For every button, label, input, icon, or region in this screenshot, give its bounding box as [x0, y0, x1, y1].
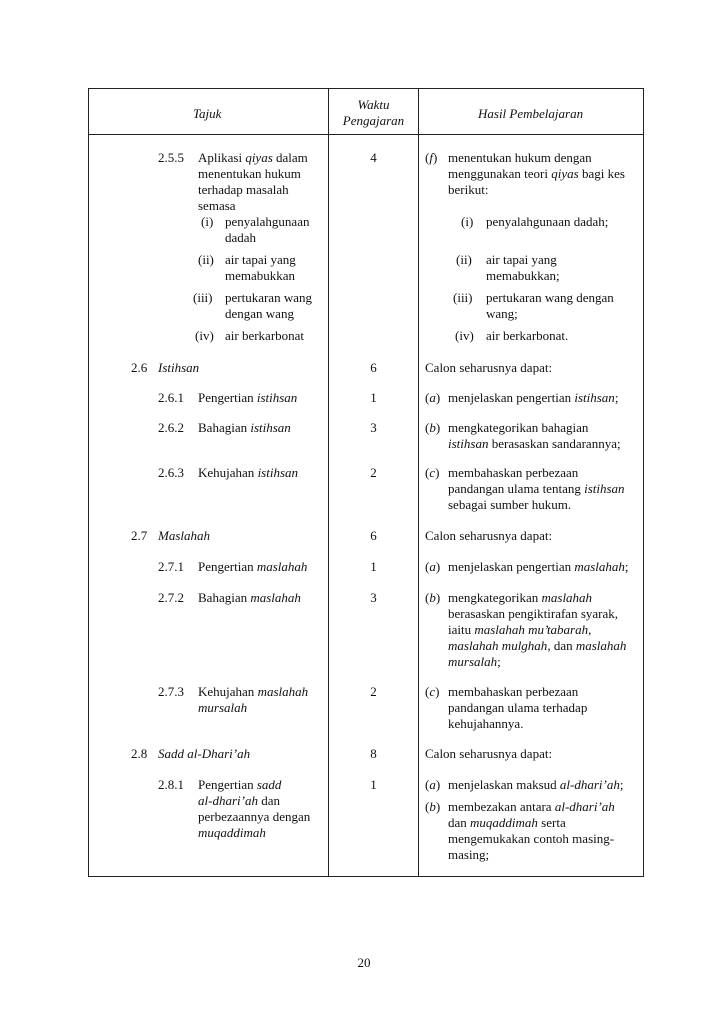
topic-number: 2.6.3: [158, 465, 184, 480]
section-number: 2.8: [131, 746, 148, 761]
outcome-intro: Calon seharusnya dapat:: [425, 360, 553, 375]
outcome-text: istihsan berasaskan sandarannya;: [448, 436, 621, 451]
topic-number: 2.7.3: [158, 684, 184, 699]
header-hasil-pembelajaran: Hasil Pembelajaran: [478, 106, 584, 121]
outcome-text: mengemukakan contoh masing-: [448, 831, 615, 846]
topic-title: al-dhari’ah dan: [198, 793, 280, 808]
outcome-intro: Calon seharusnya dapat:: [425, 746, 553, 761]
teaching-time: 1: [370, 390, 377, 405]
topic-title: Kehujahan maslahah: [198, 684, 309, 699]
outcome-sub-item: memabukkan;: [486, 268, 560, 283]
outcome-text: kehujahannya.: [448, 716, 524, 731]
topic-title: muqaddimah: [198, 825, 266, 840]
section-title: Istihsan: [158, 360, 200, 375]
topic-title: Bahagian istihsan: [198, 420, 291, 435]
section-title: Sadd al-Dhari’ah: [158, 746, 251, 761]
outcome-text: pandangan ulama tentang istihsan: [448, 481, 625, 496]
topic-title: Pengertian istihsan: [198, 390, 298, 405]
outcome-text: menjelaskan pengertian maslahah;: [448, 559, 629, 574]
teaching-time: 3: [370, 420, 377, 435]
sub-item: memabukkan: [225, 268, 296, 283]
outcome-sub-item: pertukaran wang dengan: [486, 290, 614, 305]
outcome-text: masing;: [448, 847, 490, 862]
outcome-text: membezakan antara al-dhari’ah: [448, 799, 615, 814]
teaching-time: 6: [370, 360, 377, 375]
page-number: 20: [357, 955, 371, 970]
section-number: 2.7: [131, 528, 148, 543]
outcome-text: sebagai sumber hukum.: [448, 497, 572, 512]
section-number: 2.6: [131, 360, 148, 375]
teaching-time: 8: [370, 746, 377, 761]
outcome-text: pandangan ulama terhadap: [448, 700, 588, 715]
sub-item-number: (iii): [193, 290, 213, 305]
outcome-text: berasaskan pengiktirafan syarak,: [448, 606, 619, 621]
outcome-letter: (b): [425, 590, 441, 605]
outcome-text: membahaskan perbezaan: [448, 684, 579, 699]
outcome-text: membahaskan perbezaan: [448, 465, 579, 480]
outcome-text: berikut:: [448, 182, 489, 197]
topic-number: 2.7.2: [158, 590, 184, 605]
outcome-text: menentukan hukum dengan: [448, 150, 592, 165]
topic-title: semasa: [198, 198, 236, 213]
section-title: Maslahah: [158, 528, 210, 543]
topic-title: perbezaannya dengan: [198, 809, 311, 824]
header-pengajaran: Pengajaran: [342, 113, 405, 128]
topic-title: Aplikasi qiyas dalam: [198, 150, 308, 165]
outcome-text: menjelaskan maksud al-dhari’ah;: [448, 777, 624, 792]
outcome-sub-item: penyalahgunaan dadah;: [486, 214, 609, 229]
teaching-time: 2: [370, 684, 377, 699]
sub-item: penyalahgunaan: [225, 214, 310, 229]
topic-number: 2.6.1: [158, 390, 184, 405]
header-tajuk: Tajuk: [193, 106, 222, 121]
topic-number: 2.5.5: [158, 150, 184, 165]
teaching-time: 4: [370, 150, 377, 165]
outcome-text: menjelaskan pengertian istihsan;: [448, 390, 619, 405]
outcome-text: dan muqaddimah serta: [448, 815, 566, 830]
sub-item: pertukaran wang: [225, 290, 312, 305]
outcome-intro: Calon seharusnya dapat:: [425, 528, 553, 543]
header-waktu: Waktu: [357, 97, 390, 112]
sub-item-number: (iv): [195, 328, 214, 343]
outcome-text: mengkategorikan maslahah: [448, 590, 593, 605]
outcome-letter: (a): [425, 559, 441, 574]
sub-item: air tapai yang: [225, 252, 296, 267]
outcome-text: maslahah mulghah, dan maslahah: [448, 638, 627, 653]
sub-item-number: (ii): [198, 252, 214, 267]
outcome-sub-number: (i): [461, 214, 474, 229]
outcome-sub-item: air berkarbonat.: [486, 328, 569, 343]
outcome-sub-item: air tapai yang: [486, 252, 557, 267]
teaching-time: 6: [370, 528, 377, 543]
topic-title: Pengertian maslahah: [198, 559, 308, 574]
topic-title: terhadap masalah: [198, 182, 289, 197]
topic-title: Bahagian maslahah: [198, 590, 301, 605]
teaching-time: 1: [370, 777, 377, 792]
outcome-letter: (b): [425, 799, 441, 814]
outcome-sub-number: (iv): [455, 328, 474, 343]
column-divider: [418, 88, 419, 877]
sub-item: dengan wang: [225, 306, 294, 321]
teaching-time: 2: [370, 465, 377, 480]
sub-item: dadah: [225, 230, 257, 245]
topic-title: Pengertian sadd: [198, 777, 282, 792]
outcome-text: iaitu maslahah mu’tabarah,: [448, 622, 592, 637]
outcome-text: mengkategorikan bahagian: [448, 420, 589, 435]
sub-item-number: (i): [201, 214, 214, 229]
outcome-letter: (a): [425, 777, 441, 792]
header-divider: [88, 134, 644, 135]
outcome-sub-item: wang;: [486, 306, 518, 321]
topic-title: mursalah: [198, 700, 248, 715]
topic-number: 2.8.1: [158, 777, 184, 792]
outcome-letter: (f): [425, 150, 438, 165]
teaching-time: 1: [370, 559, 377, 574]
outcome-letter: (c): [425, 684, 440, 699]
outcome-sub-number: (iii): [453, 290, 473, 305]
topic-number: 2.6.2: [158, 420, 184, 435]
teaching-time: 3: [370, 590, 377, 605]
outcome-sub-number: (ii): [456, 252, 472, 267]
topic-title: menentukan hukum: [198, 166, 301, 181]
outcome-letter: (b): [425, 420, 441, 435]
topic-title: Kehujahan istihsan: [198, 465, 299, 480]
topic-number: 2.7.1: [158, 559, 184, 574]
outcome-letter: (c): [425, 465, 440, 480]
outcome-letter: (a): [425, 390, 441, 405]
sub-item: air berkarbonat: [225, 328, 305, 343]
outcome-text: menggunakan teori qiyas bagi kes: [448, 166, 625, 181]
outcome-text: mursalah;: [448, 654, 501, 669]
